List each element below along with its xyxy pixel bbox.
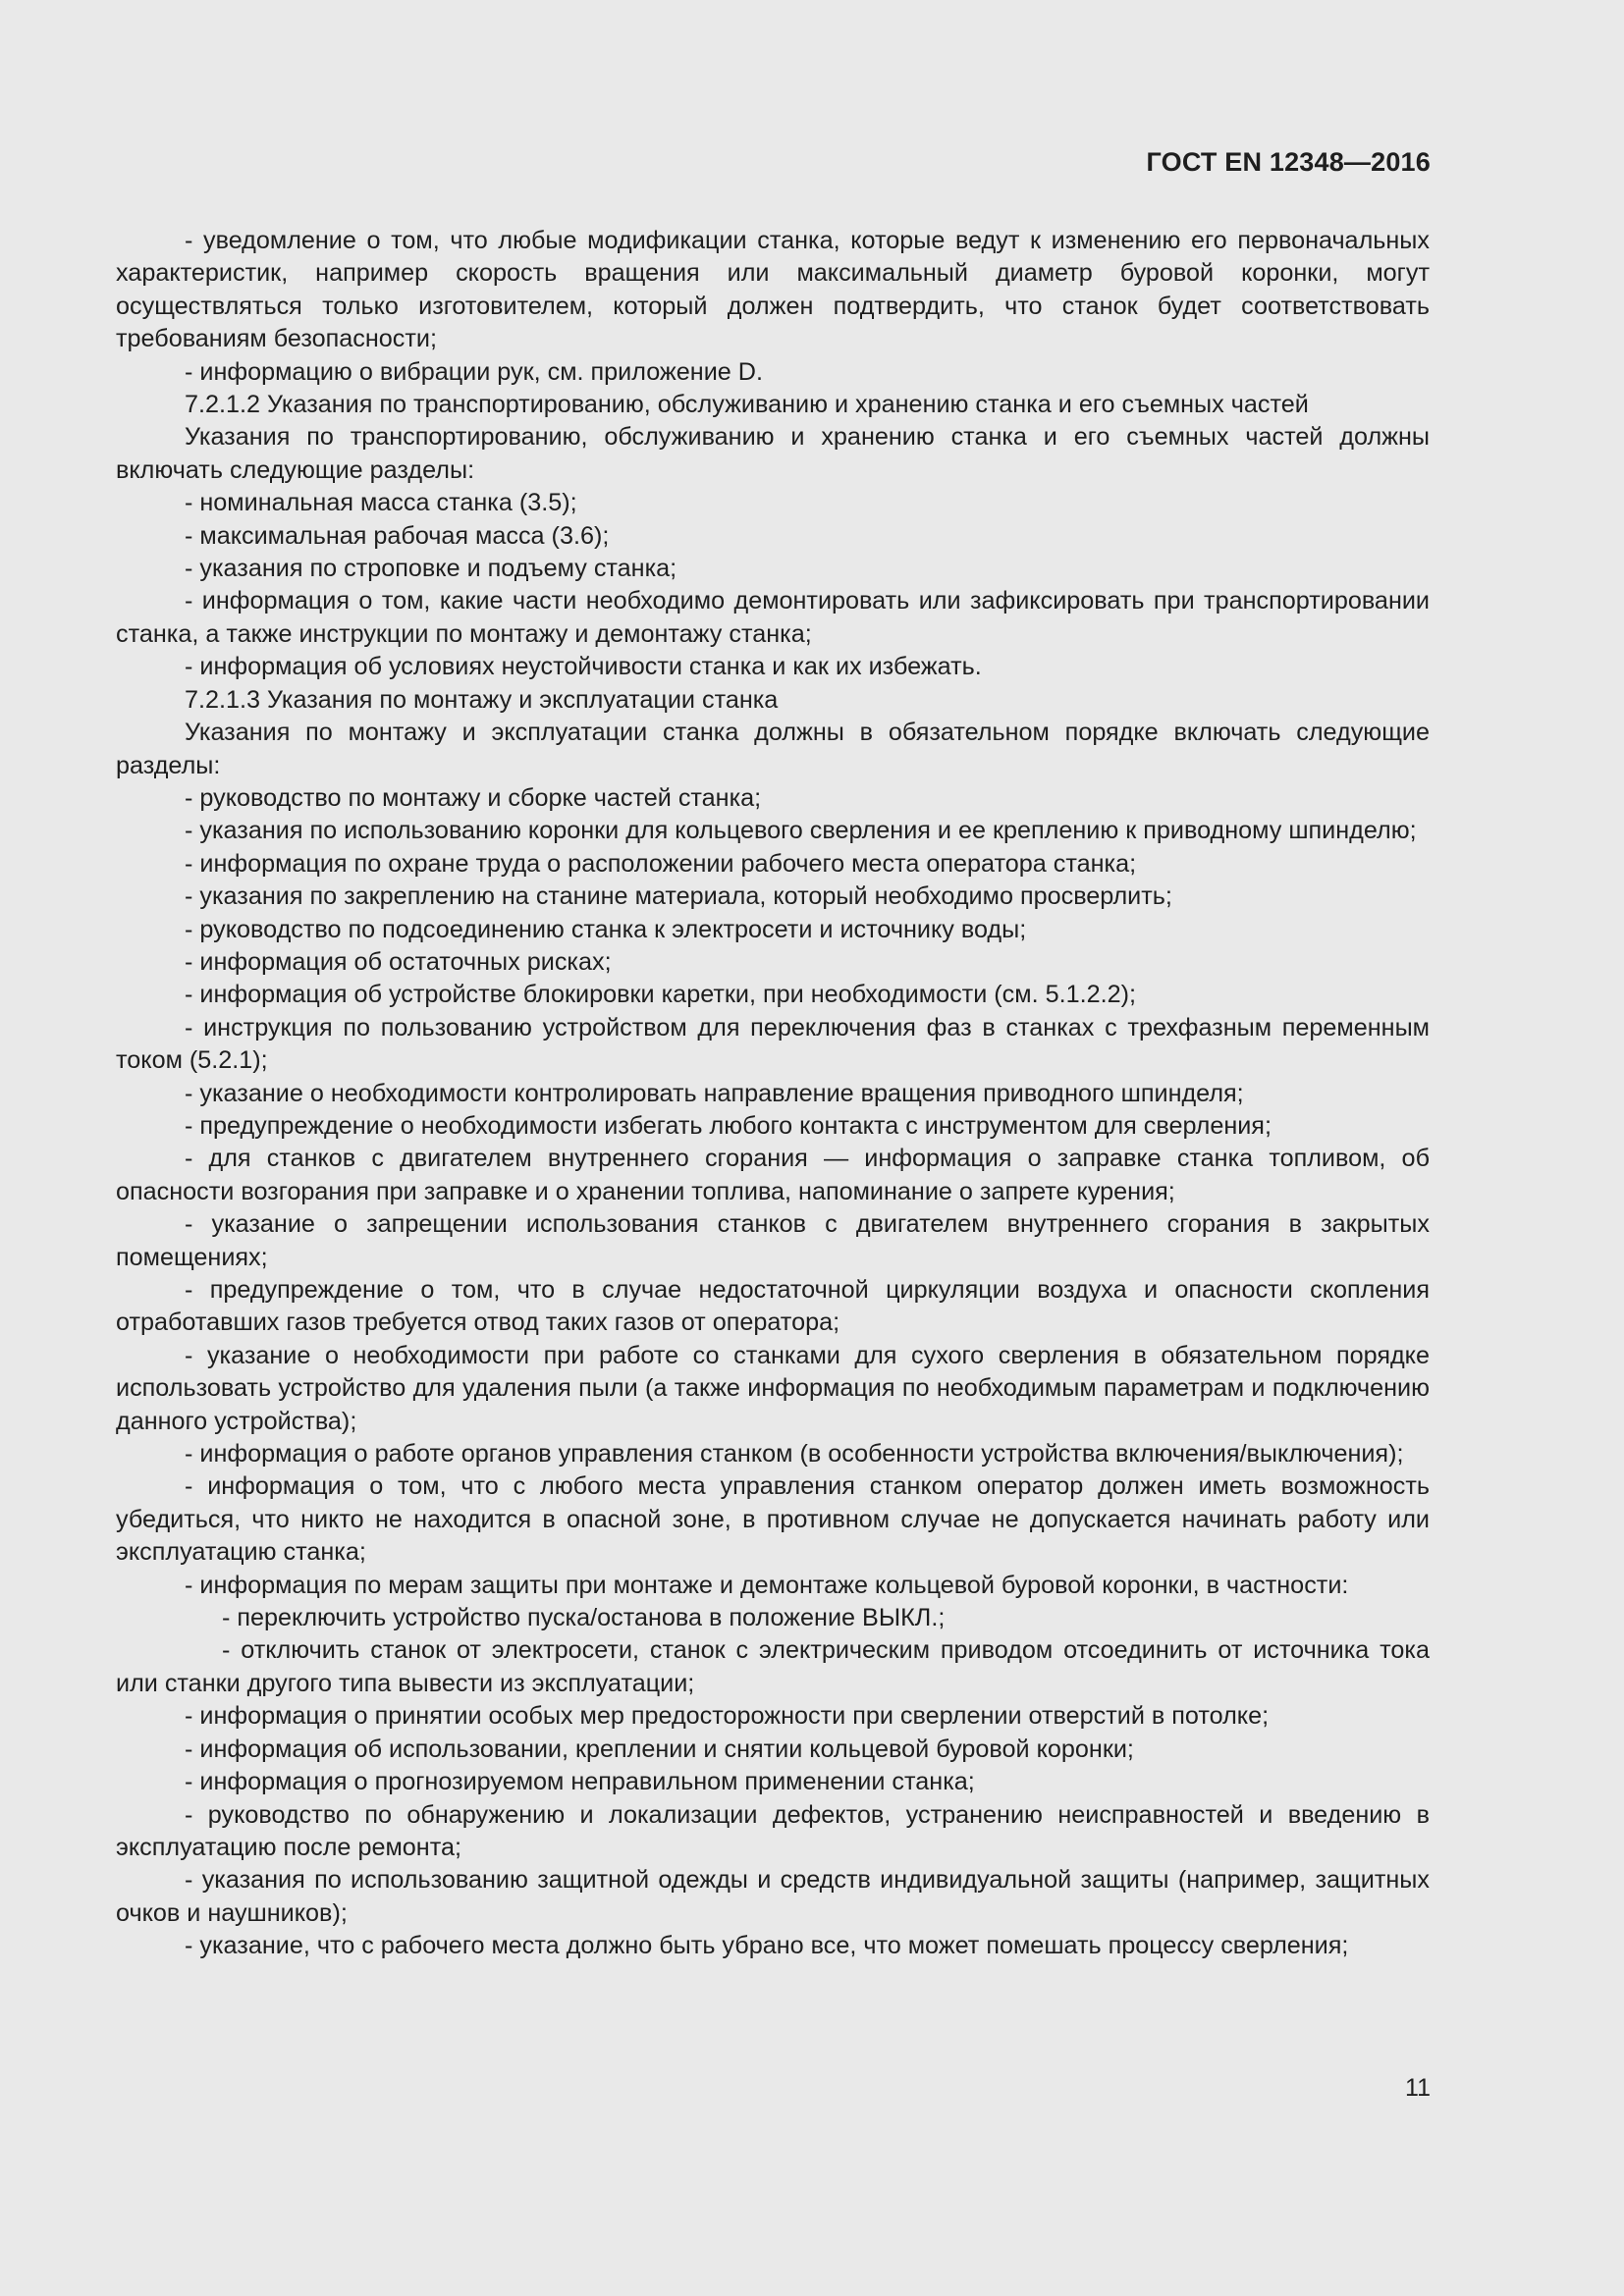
paragraph: - информация о принятии особых мер предосторожности при сверлении отверстий в потолке; bbox=[185, 1702, 1270, 1731]
paragraph: - руководство по монтажу и сборке частей станка; bbox=[185, 783, 762, 812]
paragraph: - информация об условиях неустойчивости станка и как их избежать. bbox=[185, 653, 982, 681]
section-heading: 7.2.1.2 Указания по транспортированию, обслуживанию и хранению станка и его съемных частей bbox=[185, 391, 1309, 419]
paragraph: - для станков с двигателем внутреннего сгорания — информация о заправке станка топливом, об опасности возгорания при заправке и о хранении топлива, напоминание о запрете курения; bbox=[116, 1145, 1430, 1205]
sub-paragraph: - переключить устройство пуска/останова в положение ВЫКЛ.; bbox=[222, 1604, 946, 1632]
paragraph: - указания по использованию коронки для кольцевого сверления и ее креплению к приводному шпинделю; bbox=[185, 817, 1417, 845]
paragraph: - указание, что с рабочего места должно быть убрано все, что может помешать процессу сверления; bbox=[185, 1932, 1349, 1960]
document-header-standard: ГОСТ EN 12348—2016 bbox=[1146, 147, 1431, 177]
sub-paragraph: - отключить станок от электросети, станок с электрическим приводом отсоединить от источника тока или станки другого типа вывести из эксплуатации; bbox=[116, 1636, 1430, 1697]
paragraph: - информация об остаточных рисках; bbox=[185, 947, 612, 976]
page-number: 11 bbox=[1405, 2074, 1431, 2102]
paragraph: - информацию о вибрации рук, см. приложение D. bbox=[185, 357, 763, 386]
paragraph: - информация о том, какие части необходимо демонтировать или зафиксировать при транспортировании станка, а также инструкции по монтажу и демонтажу станка; bbox=[116, 587, 1430, 648]
paragraph: - предупреждение о необходимости избегать любого контакта с инструментом для сверления; bbox=[185, 1111, 1272, 1140]
paragraph: - руководство по обнаружению и локализации дефектов, устранению неисправностей и введению в эксплуатацию после ремонта; bbox=[116, 1800, 1430, 1861]
paragraph: - информация по охране труда о расположении рабочего места оператора станка; bbox=[185, 849, 1137, 878]
document-body bbox=[116, 225, 1430, 1963]
paragraph: - номинальная масса станка (3.5); bbox=[185, 489, 577, 517]
paragraph: - информация о том, что с любого места управления станком оператор должен иметь возможность убедиться, что никто не находится в опасной зоне, в противном случае не допускается начинать работу или эксплуатацию станка; bbox=[116, 1472, 1430, 1567]
paragraph: - информация о прогнозируемом неправильном применении станка; bbox=[185, 1768, 975, 1796]
paragraph: - указание о запрещении использования станков с двигателем внутреннего сгорания в закрытых помещениях; bbox=[116, 1210, 1430, 1271]
section-heading: 7.2.1.3 Указания по монтажу и эксплуатации станка bbox=[185, 685, 779, 714]
paragraph: - информация по мерам защиты при монтаже и демонтаже кольцевой буровой коронки, в частности: bbox=[185, 1571, 1349, 1599]
paragraph: - максимальная рабочая масса (3.6); bbox=[185, 521, 610, 550]
paragraph: - указания по строповке и подъему станка; bbox=[185, 555, 677, 583]
paragraph: - руководство по подсоединению станка к электросети и источнику воды; bbox=[185, 915, 1027, 943]
paragraph: - информация о работе органов управления станком (в особенности устройства включения/выключения); bbox=[185, 1440, 1404, 1468]
paragraph: Указания по монтажу и эксплуатации станка должны в обязательном порядке включать следующие разделы: bbox=[116, 719, 1430, 779]
paragraph: - указание о необходимости при работе со станками для сухого сверления в обязательном порядке использовать устройство для удаления пыли (а также информация по необходимым параметрам и подключению данного устройства); bbox=[116, 1341, 1430, 1435]
paragraph: - информация об устройстве блокировки каретки, при необходимости (см. 5.1.2.2); bbox=[185, 981, 1136, 1009]
paragraph: - указания по использованию защитной одежды и средств индивидуальной защиты (например, защитных очков и наушников); bbox=[116, 1866, 1430, 1927]
paragraph: - предупреждение о том, что в случае недостаточной циркуляции воздуха и опасности скопления отработавших газов требуется отвод таких газов от оператора; bbox=[116, 1276, 1430, 1337]
paragraph: Указания по транспортированию, обслуживанию и хранению станка и его съемных частей должны включать следующие разделы: bbox=[116, 423, 1430, 484]
paragraph: - указания по закреплению на станине материала, который необходимо просверлить; bbox=[185, 882, 1172, 911]
paragraph: - уведомление о том, что любые модификации станка, которые ведут к изменению его первоначальных характеристик, например скорость вращения или максимальный диаметр буровой коронки, могут осуществляться только изготовителем, который должен подтвердить, что станок будет соответствовать требованиям безопасности; bbox=[116, 227, 1430, 353]
paragraph: - информация об использовании, креплении и снятии кольцевой буровой коронки; bbox=[185, 1735, 1134, 1763]
paragraph: - указание о необходимости контролировать направление вращения приводного шпинделя; bbox=[185, 1079, 1244, 1107]
paragraph: - инструкция по пользованию устройством для переключения фаз в станках с трехфазным переменным током (5.2.1); bbox=[116, 1013, 1430, 1075]
